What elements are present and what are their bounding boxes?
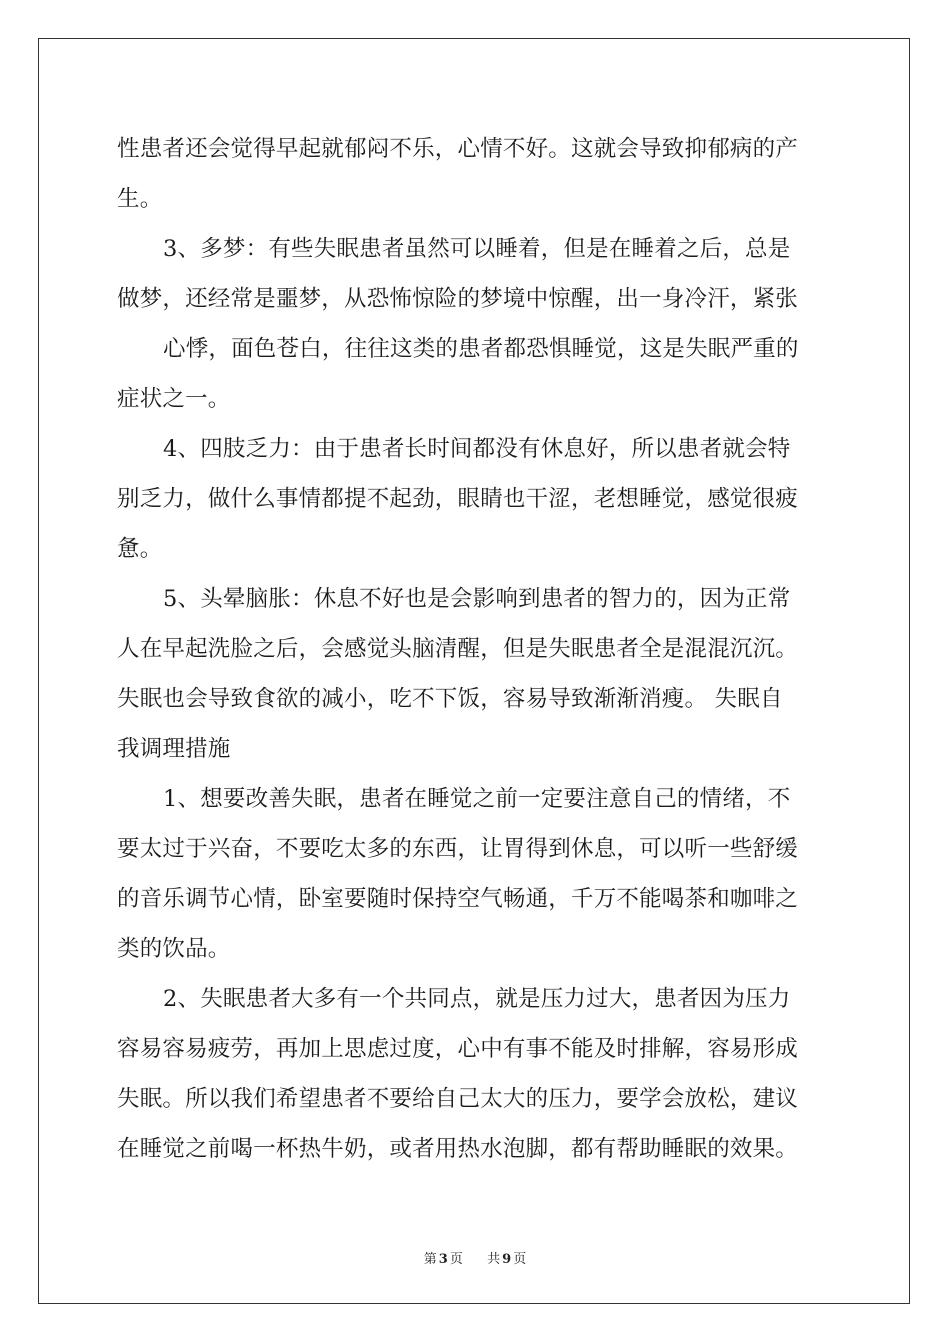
paragraph-start-line: 5、头晕脑胀：休息不好也是会影响到患者的智力的，因为正常 bbox=[163, 586, 791, 612]
text-line: 性患者还会觉得早起就郁闷不乐，心情不好。这就会导致抑郁病的产 bbox=[117, 136, 799, 162]
current-page-number: 3 bbox=[438, 1252, 448, 1267]
page-footer bbox=[0, 1248, 950, 1267]
text-line: 人在早起洗脸之后，会感觉头脑清醒，但是失眠患者全是混混沉沉。 bbox=[117, 636, 799, 662]
text-line: 惫。 bbox=[117, 536, 163, 562]
page-suffix: 页 bbox=[449, 1252, 463, 1267]
page-prefix: 第 bbox=[423, 1252, 437, 1267]
total-page-number: 9 bbox=[502, 1252, 512, 1267]
paragraph-start-line: 3、多梦：有些失眠患者虽然可以睡着，但是在睡着之后，总是 bbox=[163, 236, 791, 262]
total-suffix: 页 bbox=[513, 1252, 527, 1267]
text-line: 失眠也会导致食欲的减小，吃不下饭，容易导致渐渐消瘦。 失眠自 bbox=[117, 686, 783, 712]
text-line: 我调理措施 bbox=[117, 736, 231, 762]
text-line: 类的饮品。 bbox=[117, 936, 231, 962]
total-prefix: 共 bbox=[487, 1252, 501, 1267]
document-body bbox=[117, 124, 837, 1174]
text-line: 心悸，面色苍白，往往这类的患者都恐惧睡觉，这是失眠严重的 bbox=[163, 336, 799, 362]
text-line: 做梦，还经常是噩梦，从恐怖惊险的梦境中惊醒，出一身冷汗，紧张 bbox=[117, 286, 799, 312]
paragraph-start-line: 2、失眠患者大多有一个共同点，就是压力过大，患者因为压力 bbox=[163, 986, 791, 1012]
text-line: 在睡觉之前喝一杯热牛奶，或者用热水泡脚，都有帮助睡眠的效果。 bbox=[117, 1136, 799, 1162]
text-line: 生。 bbox=[117, 186, 163, 212]
text-line: 要太过于兴奋，不要吃太多的东西，让胃得到休息，可以听一些舒缓 bbox=[117, 836, 799, 862]
text-line: 失眠。所以我们希望患者不要给自己太大的压力，要学会放松，建议 bbox=[117, 1086, 799, 1112]
paragraph-start-line: 1、想要改善失眠，患者在睡觉之前一定要注意自己的情绪，不 bbox=[163, 786, 791, 812]
text-line: 症状之一。 bbox=[117, 386, 231, 412]
paragraph-start-line: 4、四肢乏力：由于患者长时间都没有休息好，所以患者就会特 bbox=[163, 436, 791, 462]
text-line: 的音乐调节心情，卧室要随时保持空气畅通，千万不能喝茶和咖啡之 bbox=[117, 886, 799, 912]
text-line: 容易容易疲劳，再加上思虑过度，心中有事不能及时排解，容易形成 bbox=[117, 1036, 799, 1062]
text-line: 别乏力，做什么事情都提不起劲，眼睛也干涩，老想睡觉，感觉很疲 bbox=[117, 486, 799, 512]
